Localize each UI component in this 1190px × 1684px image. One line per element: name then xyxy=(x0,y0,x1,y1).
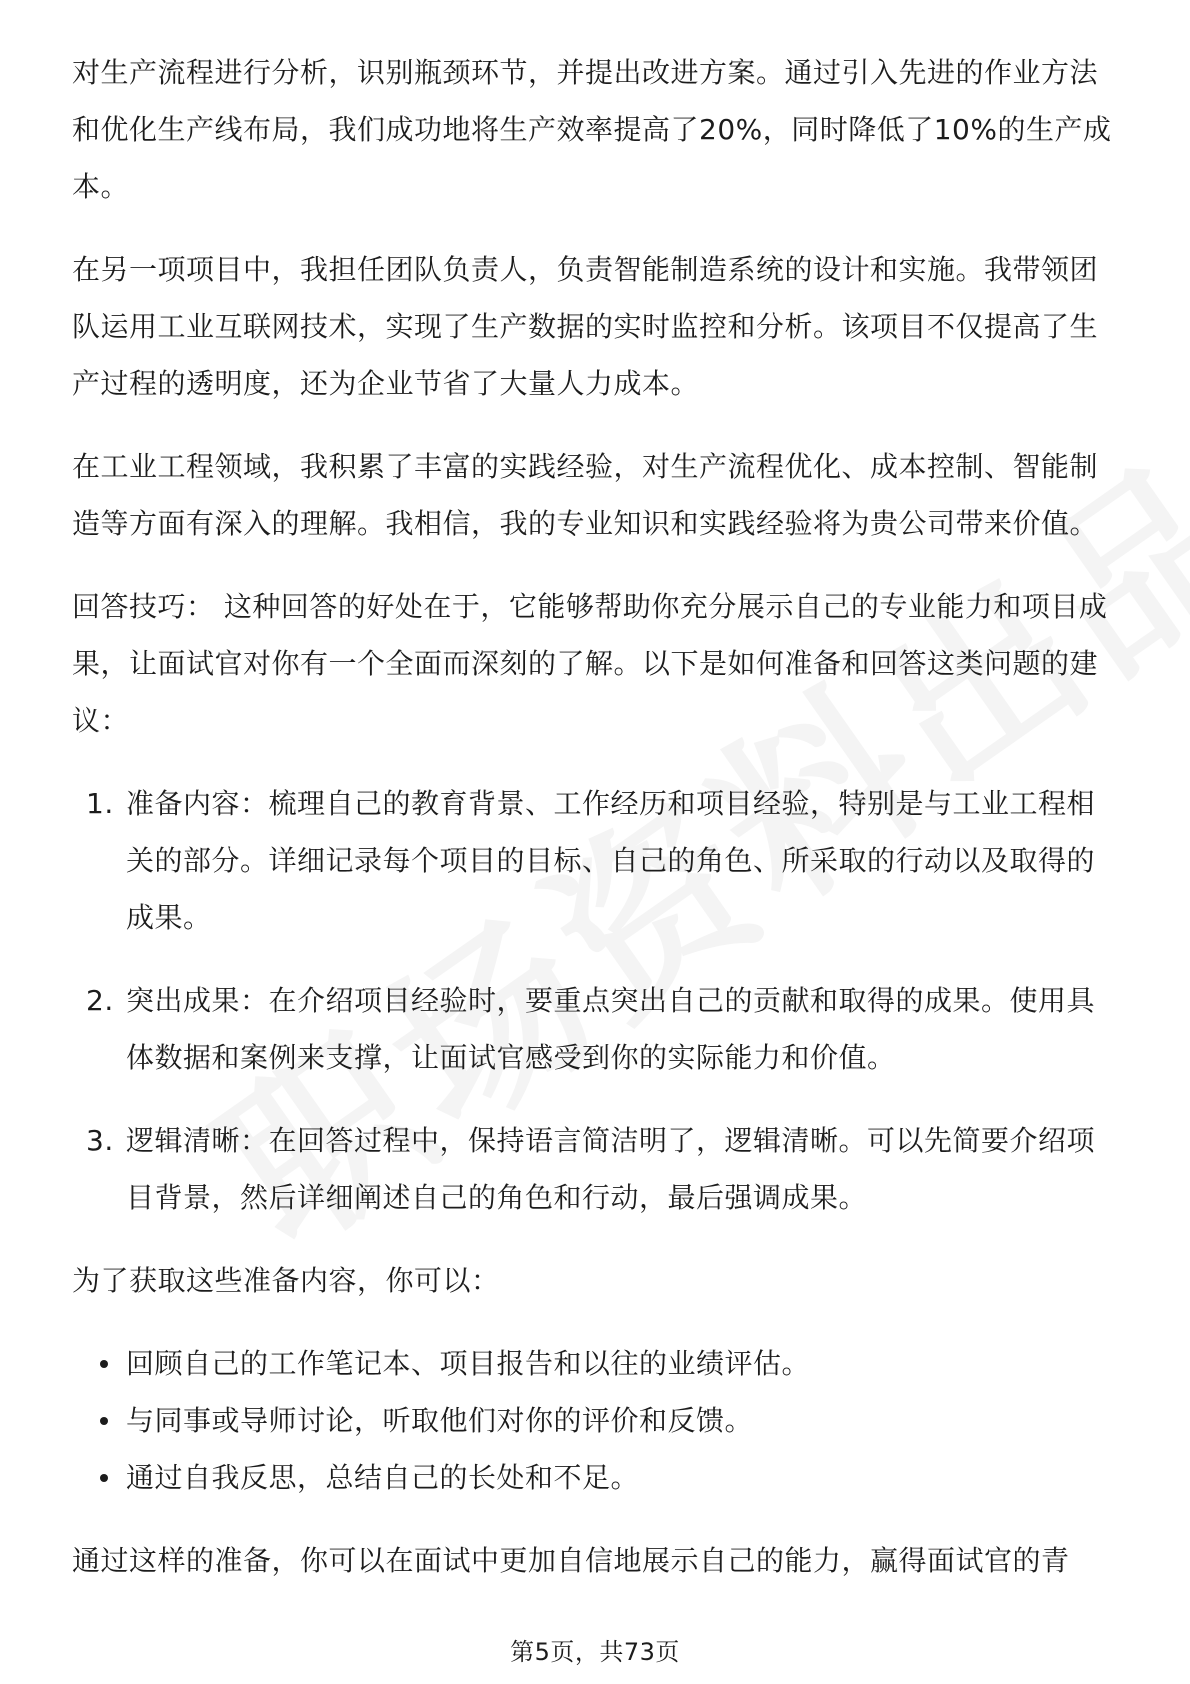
paragraph: 在工业工程领域，我积累了丰富的实践经验，对生产流程优化、成本控制、智能制造等方面有深入的理解。我相信，我的专业知识和实践经验将为贵公司带来价值。 xyxy=(72,450,1099,540)
bullet-list xyxy=(72,1335,1122,1506)
paragraph: 通过这样的准备，你可以在面试中更加自信地展示自己的能力，赢得面试官的青 xyxy=(72,1544,1070,1577)
paragraph: 对生产流程进行分析，识别瓶颈环节，并提出改进方案。通过引入先进的作业方法和优化生产线布局，我们成功地将生产效率提高了20%，同时降低了10%的生产成本。 xyxy=(72,56,1112,203)
bullet-icon xyxy=(100,1360,108,1368)
page-content xyxy=(72,44,1122,1615)
list-item-text: 与同事或导师讨论，听取他们对你的评价和反馈。 xyxy=(126,1404,754,1437)
numbered-list-item xyxy=(72,972,1122,1086)
list-number: 3. xyxy=(86,1124,114,1157)
list-item-text: 回顾自己的工作笔记本、项目报告和以往的业绩评估。 xyxy=(126,1347,811,1380)
list-item-text: 逻辑清晰：在回答过程中，保持语言简洁明了，逻辑清晰。可以先简要介绍项目背景，然后详细阐述自己的角色和行动，最后强调成果。 xyxy=(126,1124,1096,1214)
bullet-icon xyxy=(100,1417,108,1425)
list-item-text: 通过自我反思，总结自己的长处和不足。 xyxy=(126,1461,640,1494)
paragraph: 回答技巧： 这种回答的好处在于，它能够帮助你充分展示自己的专业能力和项目成果，让面试官对你有一个全面而深刻的了解。以下是如何准备和回答这类问题的建议： xyxy=(72,590,1108,737)
paragraph: 为了获取这些准备内容，你可以： xyxy=(72,1264,500,1297)
bullet-list-item xyxy=(72,1392,1122,1449)
numbered-list-item xyxy=(72,775,1122,946)
bullet-icon xyxy=(100,1474,108,1482)
page-number-footer: 第5页，共73页 xyxy=(510,1638,680,1666)
numbered-list-item xyxy=(72,1112,1122,1226)
bullet-list-item xyxy=(72,1335,1122,1392)
numbered-list xyxy=(72,775,1122,1226)
list-number: 2. xyxy=(86,984,114,1017)
bullet-list-item xyxy=(72,1449,1122,1506)
paragraph: 在另一项项目中，我担任团队负责人，负责智能制造系统的设计和实施。我带领团队运用工业互联网技术，实现了生产数据的实时监控和分析。该项目不仅提高了生产过程的透明度，还为企业节省了大量人力成本。 xyxy=(72,253,1099,400)
list-item-text: 准备内容：梳理自己的教育背景、工作经历和项目经验，特别是与工业工程相关的部分。详细记录每个项目的目标、自己的角色、所采取的行动以及取得的成果。 xyxy=(126,787,1096,934)
list-number: 1. xyxy=(86,787,114,820)
list-item-text: 突出成果：在介绍项目经验时，要重点突出自己的贡献和取得的成果。使用具体数据和案例来支撑，让面试官感受到你的实际能力和价值。 xyxy=(126,984,1096,1074)
